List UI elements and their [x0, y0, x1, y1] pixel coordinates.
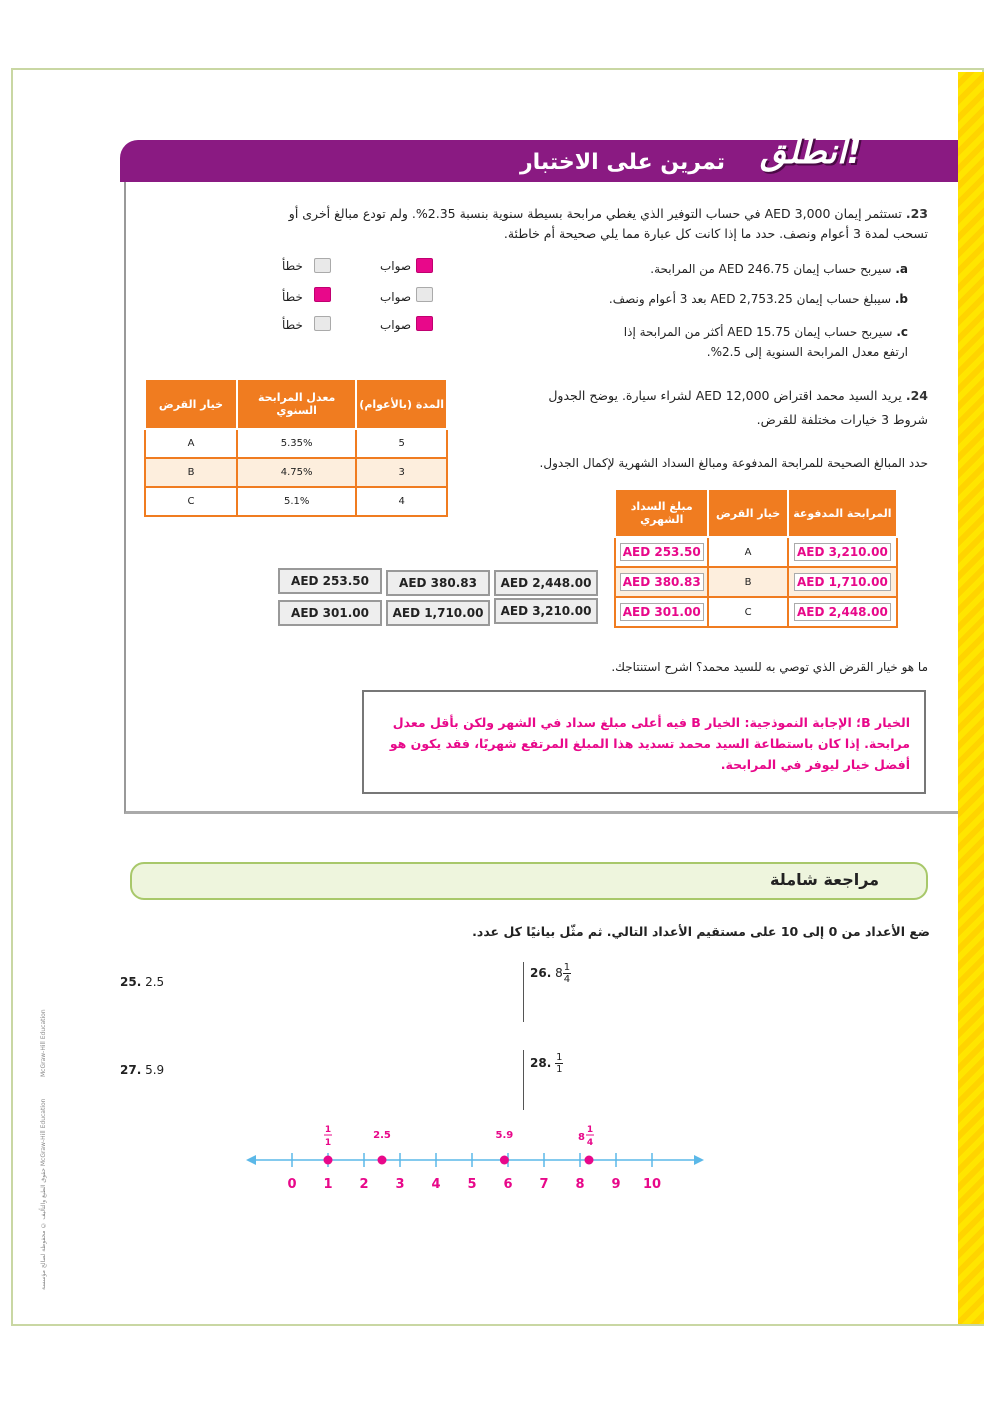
number-line	[240, 1120, 710, 1200]
drop-target-monthly-b[interactable]: AED 380.83	[620, 573, 704, 591]
point-label: 8	[578, 1132, 585, 1143]
point-label-denominator: 4	[586, 1138, 594, 1148]
yellow-edge-strip	[958, 72, 984, 1324]
q23-statement-b: b. سيبلغ حساب إيمان AED 2,753.25 بعد 3 أعوام ونصف.	[608, 292, 908, 306]
tick-label: 2	[359, 1177, 369, 1192]
point-label-numerator: 1	[586, 1125, 594, 1135]
exercise-26: 26. 8 $\frac{1}{4}$	[530, 962, 571, 985]
q23a-false-label: خطأ	[282, 259, 303, 273]
q23b-true-checkbox[interactable]	[416, 287, 433, 302]
plotted-point	[378, 1156, 387, 1165]
exercise-28: 28. $\frac{1}{1}$	[530, 1052, 563, 1075]
q23c-false-checkbox[interactable]	[314, 316, 331, 331]
table-row: AED 301.00 C AED 2,448.00	[615, 597, 897, 627]
q23b-true-label: صواب	[380, 290, 412, 304]
tick-label: 5	[467, 1177, 477, 1192]
drag-tile[interactable]: AED 2,448.00	[494, 570, 598, 596]
tick-label: 4	[431, 1177, 441, 1192]
answer-table	[614, 488, 898, 628]
table-row: C 5.1% 4	[145, 487, 447, 516]
point-label-denominator: 1	[324, 1138, 332, 1148]
loan-terms-table	[144, 378, 448, 517]
drop-target-monthly-a[interactable]: AED 253.50	[620, 543, 704, 561]
q24-instruction: حدد المبالغ الصحيحة للمرابحة المدفوعة ومبالغ السداد الشهرية لإكمال الجدول.	[539, 456, 928, 470]
header-title: تمرين على الاختبار	[520, 150, 726, 175]
point-label: 2.5	[373, 1130, 391, 1141]
col-header-monthly: مبلغ السداد الشهري	[615, 489, 708, 537]
plotted-point	[500, 1156, 509, 1165]
tick-label: 1	[323, 1177, 333, 1192]
tick-label: 0	[287, 1177, 297, 1192]
exercise-27: 27. 5.9	[120, 1063, 165, 1077]
drag-tile[interactable]: AED 301.00	[278, 600, 382, 626]
col-header-option: خيار القرض	[708, 489, 787, 537]
plotted-point	[585, 1156, 594, 1165]
drop-target-monthly-c[interactable]: AED 301.00	[620, 603, 704, 621]
drop-target-interest-a[interactable]: AED 3,210.00	[794, 543, 891, 561]
table-row: B 4.75% 3	[145, 458, 447, 487]
q23b-false-checkbox[interactable]	[314, 287, 331, 302]
side-credit: حقوق الطبع والتأليف © محفوظة لصالح مؤسسة McGraw-Hill Education McGraw-Hill Education	[40, 1008, 47, 1290]
tick-label: 7	[539, 1177, 549, 1192]
drag-tile[interactable]: AED 380.83	[386, 570, 490, 596]
drag-tile[interactable]: AED 3,210.00	[494, 598, 598, 624]
tick-label: 6	[503, 1177, 513, 1192]
point-label: 5.9	[495, 1130, 514, 1141]
q23-text: 23. تستثمر إيمان AED 3,000 في حساب التوفير الذي يغطي مرابحة بسيطة سنوية بنسبة 2.35%. ولم تودع مبالغ أخرى أو تسحب لمدة 3 أعوام ونصف. حدد ما إذا كانت كل عبارة مما يلي صحيحة أم خاطئة.	[288, 206, 928, 241]
col-header-term: المدة (بالأعوام)	[356, 379, 447, 429]
q23c-true-checkbox[interactable]	[416, 316, 433, 331]
tick-label: 9	[611, 1177, 621, 1192]
review-instruction: ضع الأعداد من 0 إلى 10 على مستقيم الأعداد التالي. ثم مثّل بيانيًا كل عدد.	[472, 924, 930, 939]
q24-question: ما هو خيار القرض الذي توصي به للسيد محمد؟ اشرح استنتاجك.	[611, 660, 928, 674]
table-row: AED 253.50 A AED 3,210.00	[615, 537, 897, 567]
plotted-point	[324, 1156, 333, 1165]
q23-statement-a: a. سيربح حساب إيمان AED 246.75 من المرابحة.	[650, 262, 908, 276]
table-row: A 5.35% 5	[145, 429, 447, 458]
review-title: مراجعة شاملة	[770, 870, 880, 889]
q23a-false-checkbox[interactable]	[314, 258, 331, 273]
q23a-true-checkbox[interactable]	[416, 258, 433, 273]
col-header-loan-option: خيار القرض	[145, 379, 237, 429]
drag-tile[interactable]: AED 253.50	[278, 568, 382, 594]
table-row: AED 380.83 B AED 1,710.00	[615, 567, 897, 597]
exercise-25: 25. 2.5	[120, 975, 165, 989]
tick-label: 10	[642, 1177, 662, 1192]
q23b-false-label: خطأ	[282, 290, 303, 304]
divider	[523, 1050, 524, 1110]
point-label-numerator: 1	[324, 1125, 332, 1135]
divider	[523, 962, 524, 1022]
drop-target-interest-b[interactable]: AED 1,710.00	[794, 573, 891, 591]
q24-text: 24. يريد السيد محمد اقتراض AED 12,000 لشراء سيارة. يوضح الجدول شروط 3 خيارات مختلفة للقرض.	[548, 388, 928, 427]
drag-tile[interactable]: AED 1,710.00	[386, 600, 490, 626]
q23c-false-label: خطأ	[282, 318, 303, 332]
q23-statement-c: c. سيربح حساب إيمان AED 15.75 أكثر من المرابحة إذا ارتفع معدل المرابحة السنوية إلى 2.5%.	[623, 325, 908, 359]
q24-answer-box[interactable]: الخيار B؛ الإجابة النموذجية: الخيار B فيه أعلى مبلغ سداد في الشهر ولكن بأقل معدل مرابحة. إذا كان باستطاعة السيد محمد تسديد هذا المبلغ المرتفع شهريًا، فقد يكون هو أفضل خيار ليوفر في المرابحة.	[362, 690, 926, 794]
col-header-interest: المرابحة المدفوعة	[788, 489, 897, 537]
q23a-true-label: صواب	[380, 259, 412, 273]
header-go-label: انطلق!	[760, 132, 862, 172]
right-arrow-icon	[694, 1155, 704, 1165]
col-header-rate: معدل المرابحة السنوي	[237, 379, 356, 429]
q23c-true-label: صواب	[380, 318, 412, 332]
tick-label: 8	[575, 1177, 585, 1192]
tick-label: 3	[395, 1177, 405, 1192]
drop-target-interest-c[interactable]: AED 2,448.00	[794, 603, 891, 621]
left-arrow-icon	[246, 1155, 256, 1165]
